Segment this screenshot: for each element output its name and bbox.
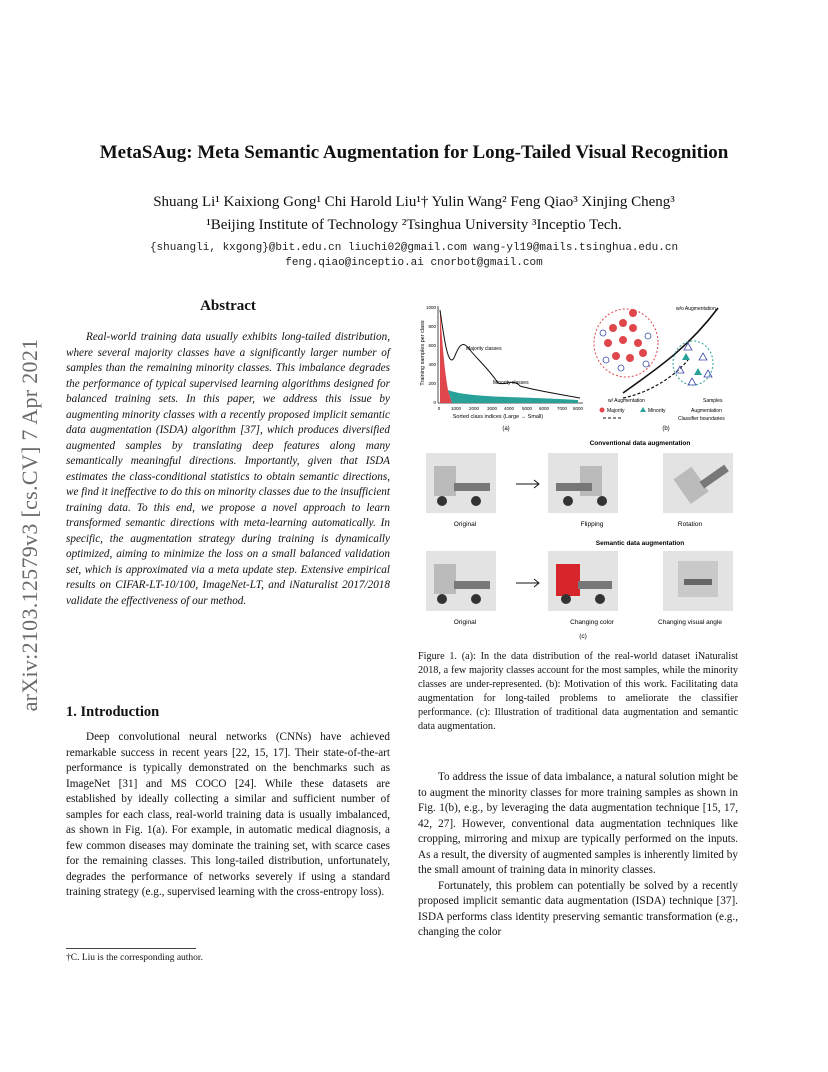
- panel-c: [426, 440, 733, 640]
- b-boundary-w: [623, 360, 688, 398]
- a-ytick-0: 1000: [425, 305, 436, 310]
- emails-line-2: feng.qiao@inceptio.ai cnorbot@gmail.com: [285, 257, 543, 269]
- b-legend-augmentation: Augmentation: [691, 408, 722, 414]
- paper-title: MetaSAug: Meta Semantic Augmentation for Long-Tailed Visual Recognition: [99, 142, 729, 163]
- row2-label-color: Changing color: [570, 619, 614, 626]
- sem-heading: Semantic data augmentation: [595, 540, 685, 547]
- a-xtick-1: 1000: [450, 406, 462, 411]
- affiliations: ¹Beijing Institute of Technology ²Tsinghua University ³Inceptio Tech.: [206, 217, 622, 233]
- a-majority-label: Majority classes: [466, 346, 502, 352]
- a-label: (a): [502, 426, 510, 432]
- a-xtick-8: 8000: [572, 406, 584, 411]
- row2-label-angle: Changing visual angle: [658, 619, 722, 626]
- b-legend-samples: Samples: [703, 398, 723, 404]
- intro-text: Deep convolutional neural networks (CNNs) have achieved remarkable success in recent years [22, 15, 17]. Their state-of-the-art performance is typically demonstrated on the benchmarks such as ImageNet [31] and MS COCO [24]. While these datasets are established by ideally collecting a similar and sufficient number of samples for each class, real-world training data is usually imbalanced, as shown in Fig. 1(a). For example, in automatic medical diagnosis, a few common diseases may dominate the training set, with scarce cases for the remaining classes. This long-tailed distribution, unfortunately, degrades the performance of networks severely if using a standard training strategy (e.g., supervised learning with the cross-entropy loss).: [66, 731, 390, 898]
- b-wo-label: w/o Augmentation: [676, 306, 716, 312]
- col2-paragraph-1: To address the issue of data imbalance, a natural solution might be to augment the minority classes for more training samples as shown in Fig. 1(b), e.g., by leveraging the data augmentation technique [15, 17, 42, 27]. However, conventional data augmentation techniques like cropping, mirroring and mixup are typically performed on the inputs. As a result, the diversity of augmented samples is inherently limited by the small amount of training data in minority classes.: [418, 771, 738, 876]
- author-list: Shuang Li¹ Kaixiong Gong¹ Chi Harold Liu¹† Yulin Wang² Feng Qiao³ Xinjing Cheng³: [153, 194, 675, 210]
- figure-1: [418, 298, 738, 643]
- abstract-text: Real-world training data usually exhibits long-tailed distribution, where several majority classes have a significantly larger number of samples than the remaining minority classes. This imbalance degrades the performance of typical supervised learning algorithms designed for balanced training sets. In this paper, we address this issue by augmenting minority classes with a recently proposed implicit semantic data augmentation (ISDA) algorithm [37], which produces diversified augmented samples by translating deep features along many semantically meaningful directions. Importantly, given that ISDA estimates the class-conditional statistics to obtain semantic directions, we find it ineffective to do this on minority classes due to the insufficient training data. To this end, we propose a novel approach to learn transformed semantic directions with meta-learning automatically. In specific, the augmentation strategy during training is dynamically optimized, aiming to minimize the loss on a small balanced validation set, which is approximated via a meta update step. Extensive empirical results on CIFAR-LT-10/100, ImageNet-LT, and iNaturalist 2017/2018 validate the effectiveness of our method.: [66, 331, 390, 607]
- a-ytick-3: 400: [428, 362, 436, 367]
- panel-a: [420, 305, 584, 432]
- footnote: †C. Liu is the corresponding author.: [66, 953, 203, 963]
- a-xtick-6: 6000: [538, 406, 550, 411]
- panel-b: [594, 306, 725, 432]
- arxiv-stamp: arXiv:2103.12579v3 [cs.CV] 7 Apr 2021: [17, 338, 42, 712]
- a-xtick-3: 3000: [486, 406, 498, 411]
- b-legend-majority: Majority: [607, 408, 625, 414]
- row1-label-rotation: Rotation: [677, 521, 703, 528]
- a-xtick-0: 0: [437, 406, 441, 411]
- footnote-rule: [66, 948, 196, 949]
- arrow-1: [516, 480, 539, 488]
- row1-label-original: Original: [453, 521, 477, 528]
- row2-label-original: Original: [453, 619, 477, 626]
- b-boundary-wo: [623, 308, 718, 393]
- col2-paragraph-2: Fortunately, this problem can potentially be solved by a recently proposed implicit semantic data augmentation (ISDA) technique [37]. ISDA performs class identity preserving semantic transformation (e.g., changing the color: [418, 879, 738, 938]
- a-ytick-4: 200: [428, 381, 436, 386]
- a-xtick-5: 5000: [521, 406, 533, 411]
- a-ytick-2: 600: [428, 343, 436, 348]
- b-majority-cluster: [594, 309, 658, 377]
- a-ylabel: Training samples per class: [420, 320, 426, 386]
- a-xtick-4: 4000: [503, 406, 515, 411]
- abstract-heading: Abstract: [200, 298, 256, 314]
- emails-line-1: {shuangli, kxgong}@bit.edu.cn liuchi02@gmail.com wang-yl19@mails.tsinghua.edu.cn: [149, 242, 679, 254]
- a-xlabel: Sorted class indices (Large → Small): [452, 414, 544, 420]
- b-majority-samples: [604, 309, 647, 362]
- row1-label-flipping: Flipping: [580, 521, 604, 528]
- b-legend-boundaries: Classifier boundaries: [678, 416, 725, 422]
- arrow-2: [516, 579, 539, 587]
- a-minority-fill: [448, 390, 578, 403]
- emails: [0, 241, 828, 271]
- b-minority-cluster: [673, 341, 713, 385]
- a-xtick-2: 2000: [468, 406, 480, 411]
- conv-heading: Conventional data augmentation: [589, 440, 691, 447]
- intro-heading: 1. Introduction: [66, 704, 160, 720]
- figure-1-graphic: [418, 298, 738, 643]
- b-w-label: w/ Augmentation: [608, 398, 645, 404]
- figure-caption: Figure 1. (a): In the data distribution of the real-world dataset iNaturalist 2018, a few majority classes account for the most samples, while the minority classes are under-represented. (b): Motivation of this work. Facilitating data augmentation for long-tailed problems to ameliorate the classifier performance. (c): Illustration of traditional data augmentation and semantic data augmentation.: [418, 651, 738, 732]
- a-xtick-7: 7000: [556, 406, 568, 411]
- a-minority-label: Minority classes: [493, 380, 529, 386]
- right-column-text: [418, 770, 738, 941]
- b-label: (b): [662, 426, 670, 432]
- a-ytick-1: 800: [428, 324, 436, 329]
- b-legend-minority: Minority: [648, 408, 666, 414]
- c-label: (c): [579, 633, 587, 640]
- a-ytick-5: 0: [433, 400, 436, 405]
